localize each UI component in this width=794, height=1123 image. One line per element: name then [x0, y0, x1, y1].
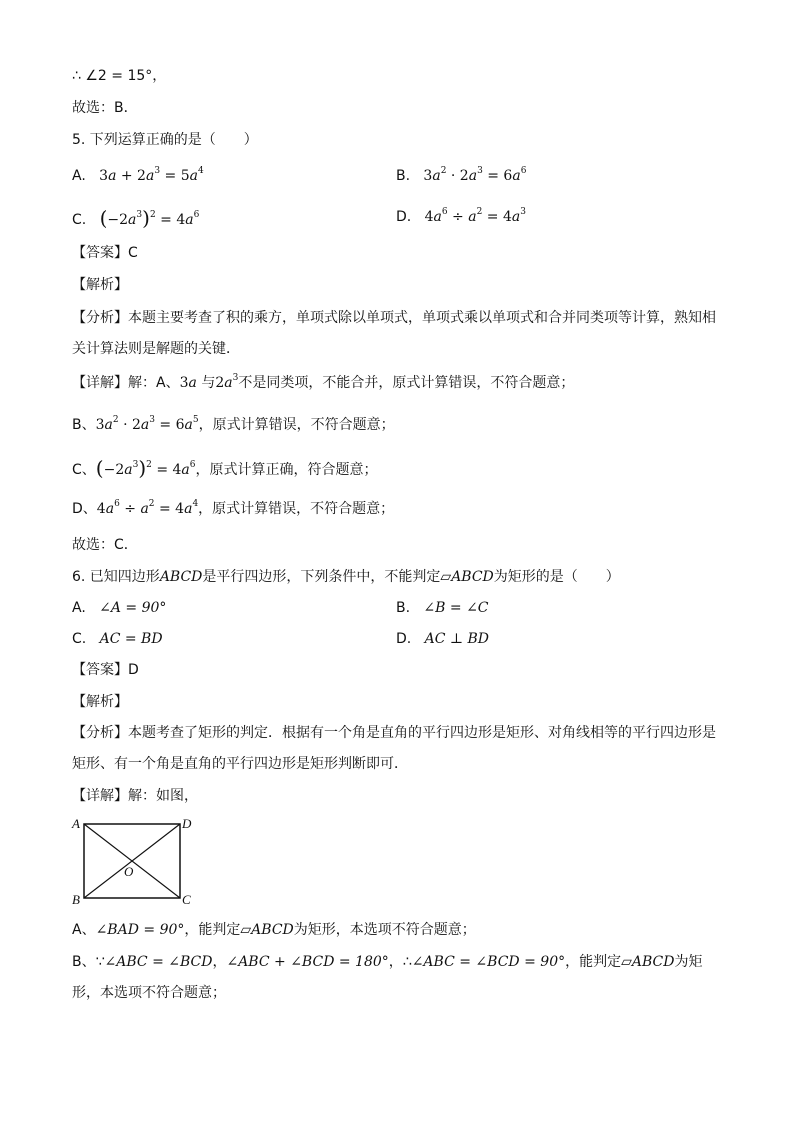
- math: ∠A = 90°: [99, 600, 167, 616]
- detail-6-b-cont: [72, 983, 226, 1003]
- text: 【分析】本题主要考查了积的乘方，单项式除以单项式，单项式乘以单项式和合并同类项等计算，熟知相: [72, 310, 716, 326]
- text: 故选：C．: [72, 537, 138, 553]
- choose-5: [72, 535, 138, 555]
- text: ，: [212, 954, 227, 970]
- rectangle-figure: [70, 814, 198, 906]
- math: $4a^6 \div a^2 = 4a^3$: [424, 207, 526, 225]
- math: ∠ABC + ∠BCD = 180°: [226, 954, 389, 970]
- option-label: A.: [72, 600, 86, 616]
- math: ∠BAD = 90°: [95, 922, 185, 938]
- detail-6-b: [72, 952, 702, 972]
- option-label: B.: [396, 168, 411, 184]
- q5-option-d: [396, 207, 526, 227]
- math: $3a + 2a^3 = 5a^4$: [99, 166, 204, 184]
- text: 【答案】D: [72, 662, 139, 678]
- text: 为矩: [674, 954, 703, 970]
- math: ▱ABCD: [440, 569, 494, 585]
- text: 【详解】解：如图，: [72, 788, 198, 804]
- math: $4a^6 \div a^2 = 4a^4$: [96, 499, 199, 517]
- math: $(-2a^3)^2 = 4a^6$: [99, 206, 200, 230]
- text: B、∵: [72, 954, 105, 970]
- detail-6-a: [72, 920, 476, 940]
- math: $3a^2 \cdot 2a^3 = 6a^5$: [95, 415, 199, 433]
- detail-6-intro: [72, 786, 198, 806]
- conclusion-line: [72, 66, 166, 86]
- vertex-label-b: B: [72, 892, 80, 906]
- q6-option-a: [72, 598, 166, 618]
- q6-option-c: [72, 629, 163, 649]
- vertex-label-c: C: [182, 892, 191, 906]
- analysis-5-line-1: [72, 308, 716, 328]
- text: 为矩形的是（ ）: [493, 569, 620, 585]
- math: ▱ABCD: [621, 954, 675, 970]
- text: 不是同类项，不能合并，原式计算错误，不符合题意；: [238, 375, 575, 391]
- text: 为矩形，本选项不符合题意；: [293, 922, 476, 938]
- question-5-stem: [72, 130, 258, 150]
- text: ，能判定: [184, 922, 241, 938]
- text: 【详解】解：A、: [72, 375, 180, 391]
- option-label: B.: [396, 600, 411, 616]
- detail-5-a: [72, 373, 574, 393]
- q5-option-b: [396, 166, 526, 186]
- text: A、: [72, 922, 96, 938]
- q5-option-c: [72, 207, 199, 230]
- text: 矩形、有一个角是直角的平行四边形是矩形判断即可．: [72, 756, 408, 772]
- q6-option-d: [396, 629, 489, 649]
- math: $2a^3$: [215, 373, 239, 391]
- math: $(-2a^3)^2 = 4a^6$: [95, 456, 196, 480]
- math: AC ⊥ BD: [424, 631, 489, 647]
- text: C、: [72, 462, 96, 478]
- vertex-label-a: A: [72, 816, 80, 831]
- text: 【解析】: [72, 694, 128, 710]
- text: ∴ ∠2 = 15°，: [72, 68, 167, 84]
- text: ，原式计算错误，不符合题意；: [198, 501, 395, 517]
- analysis-5-line-2: [72, 339, 240, 359]
- math: ▱ABCD: [240, 922, 294, 938]
- answer-6: [72, 660, 139, 680]
- text: ，能判定: [565, 954, 622, 970]
- analysis-heading-6: [72, 692, 128, 712]
- option-label: C.: [72, 212, 87, 228]
- math: $3a^2 \cdot 2a^3 = 6a^6$: [423, 166, 527, 184]
- text: 形，本选项不符合题意；: [72, 985, 226, 1001]
- detail-5-b: [72, 415, 395, 435]
- detail-5-c: [72, 457, 378, 480]
- math: 3a: [179, 375, 197, 391]
- text: ，原式计算正确，符合题意；: [195, 462, 378, 478]
- text: 与: [201, 375, 216, 391]
- text: 【解析】: [72, 277, 128, 293]
- text: 关计算法则是解题的关键．: [72, 341, 240, 357]
- option-label: A.: [72, 168, 86, 184]
- detail-5-d: [72, 499, 394, 519]
- text: 是平行四边形，下列条件中，不能判定: [202, 569, 441, 585]
- math: AC = BD: [99, 631, 163, 647]
- text: ，∴: [388, 954, 412, 970]
- prev-answer-line: [72, 98, 138, 118]
- option-label: D.: [396, 631, 412, 647]
- center-label-o: O: [124, 864, 134, 879]
- analysis-heading-5: [72, 275, 128, 295]
- question-6-stem: [72, 567, 620, 587]
- text: 5. 下列运算正确的是（ ）: [72, 132, 258, 148]
- q5-option-a: [72, 166, 204, 186]
- option-label: C.: [72, 631, 87, 647]
- text: 【分析】本题考查了矩形的判定．根据有一个角是直角的平行四边形是矩形、对角线相等的平行四边形是: [72, 725, 716, 741]
- text: 故选：B．: [72, 100, 138, 116]
- text: 6. 已知四边形: [72, 569, 160, 585]
- vertex-label-d: D: [182, 816, 192, 831]
- math: ∠ABC = ∠BCD: [104, 954, 213, 970]
- analysis-6-line-2: [72, 754, 408, 774]
- math: ABCD: [159, 569, 203, 585]
- text: D、: [72, 501, 97, 517]
- answer-5: [72, 243, 138, 263]
- math: ∠B = ∠C: [423, 600, 489, 616]
- text: ，原式计算错误，不符合题意；: [198, 417, 395, 433]
- analysis-6-line-1: [72, 723, 716, 743]
- text: 【答案】C: [72, 245, 138, 261]
- math: ∠ABC = ∠BCD = 90°: [411, 954, 566, 970]
- q6-option-b: [396, 598, 489, 618]
- text: B、: [72, 417, 96, 433]
- option-label: D.: [396, 209, 412, 225]
